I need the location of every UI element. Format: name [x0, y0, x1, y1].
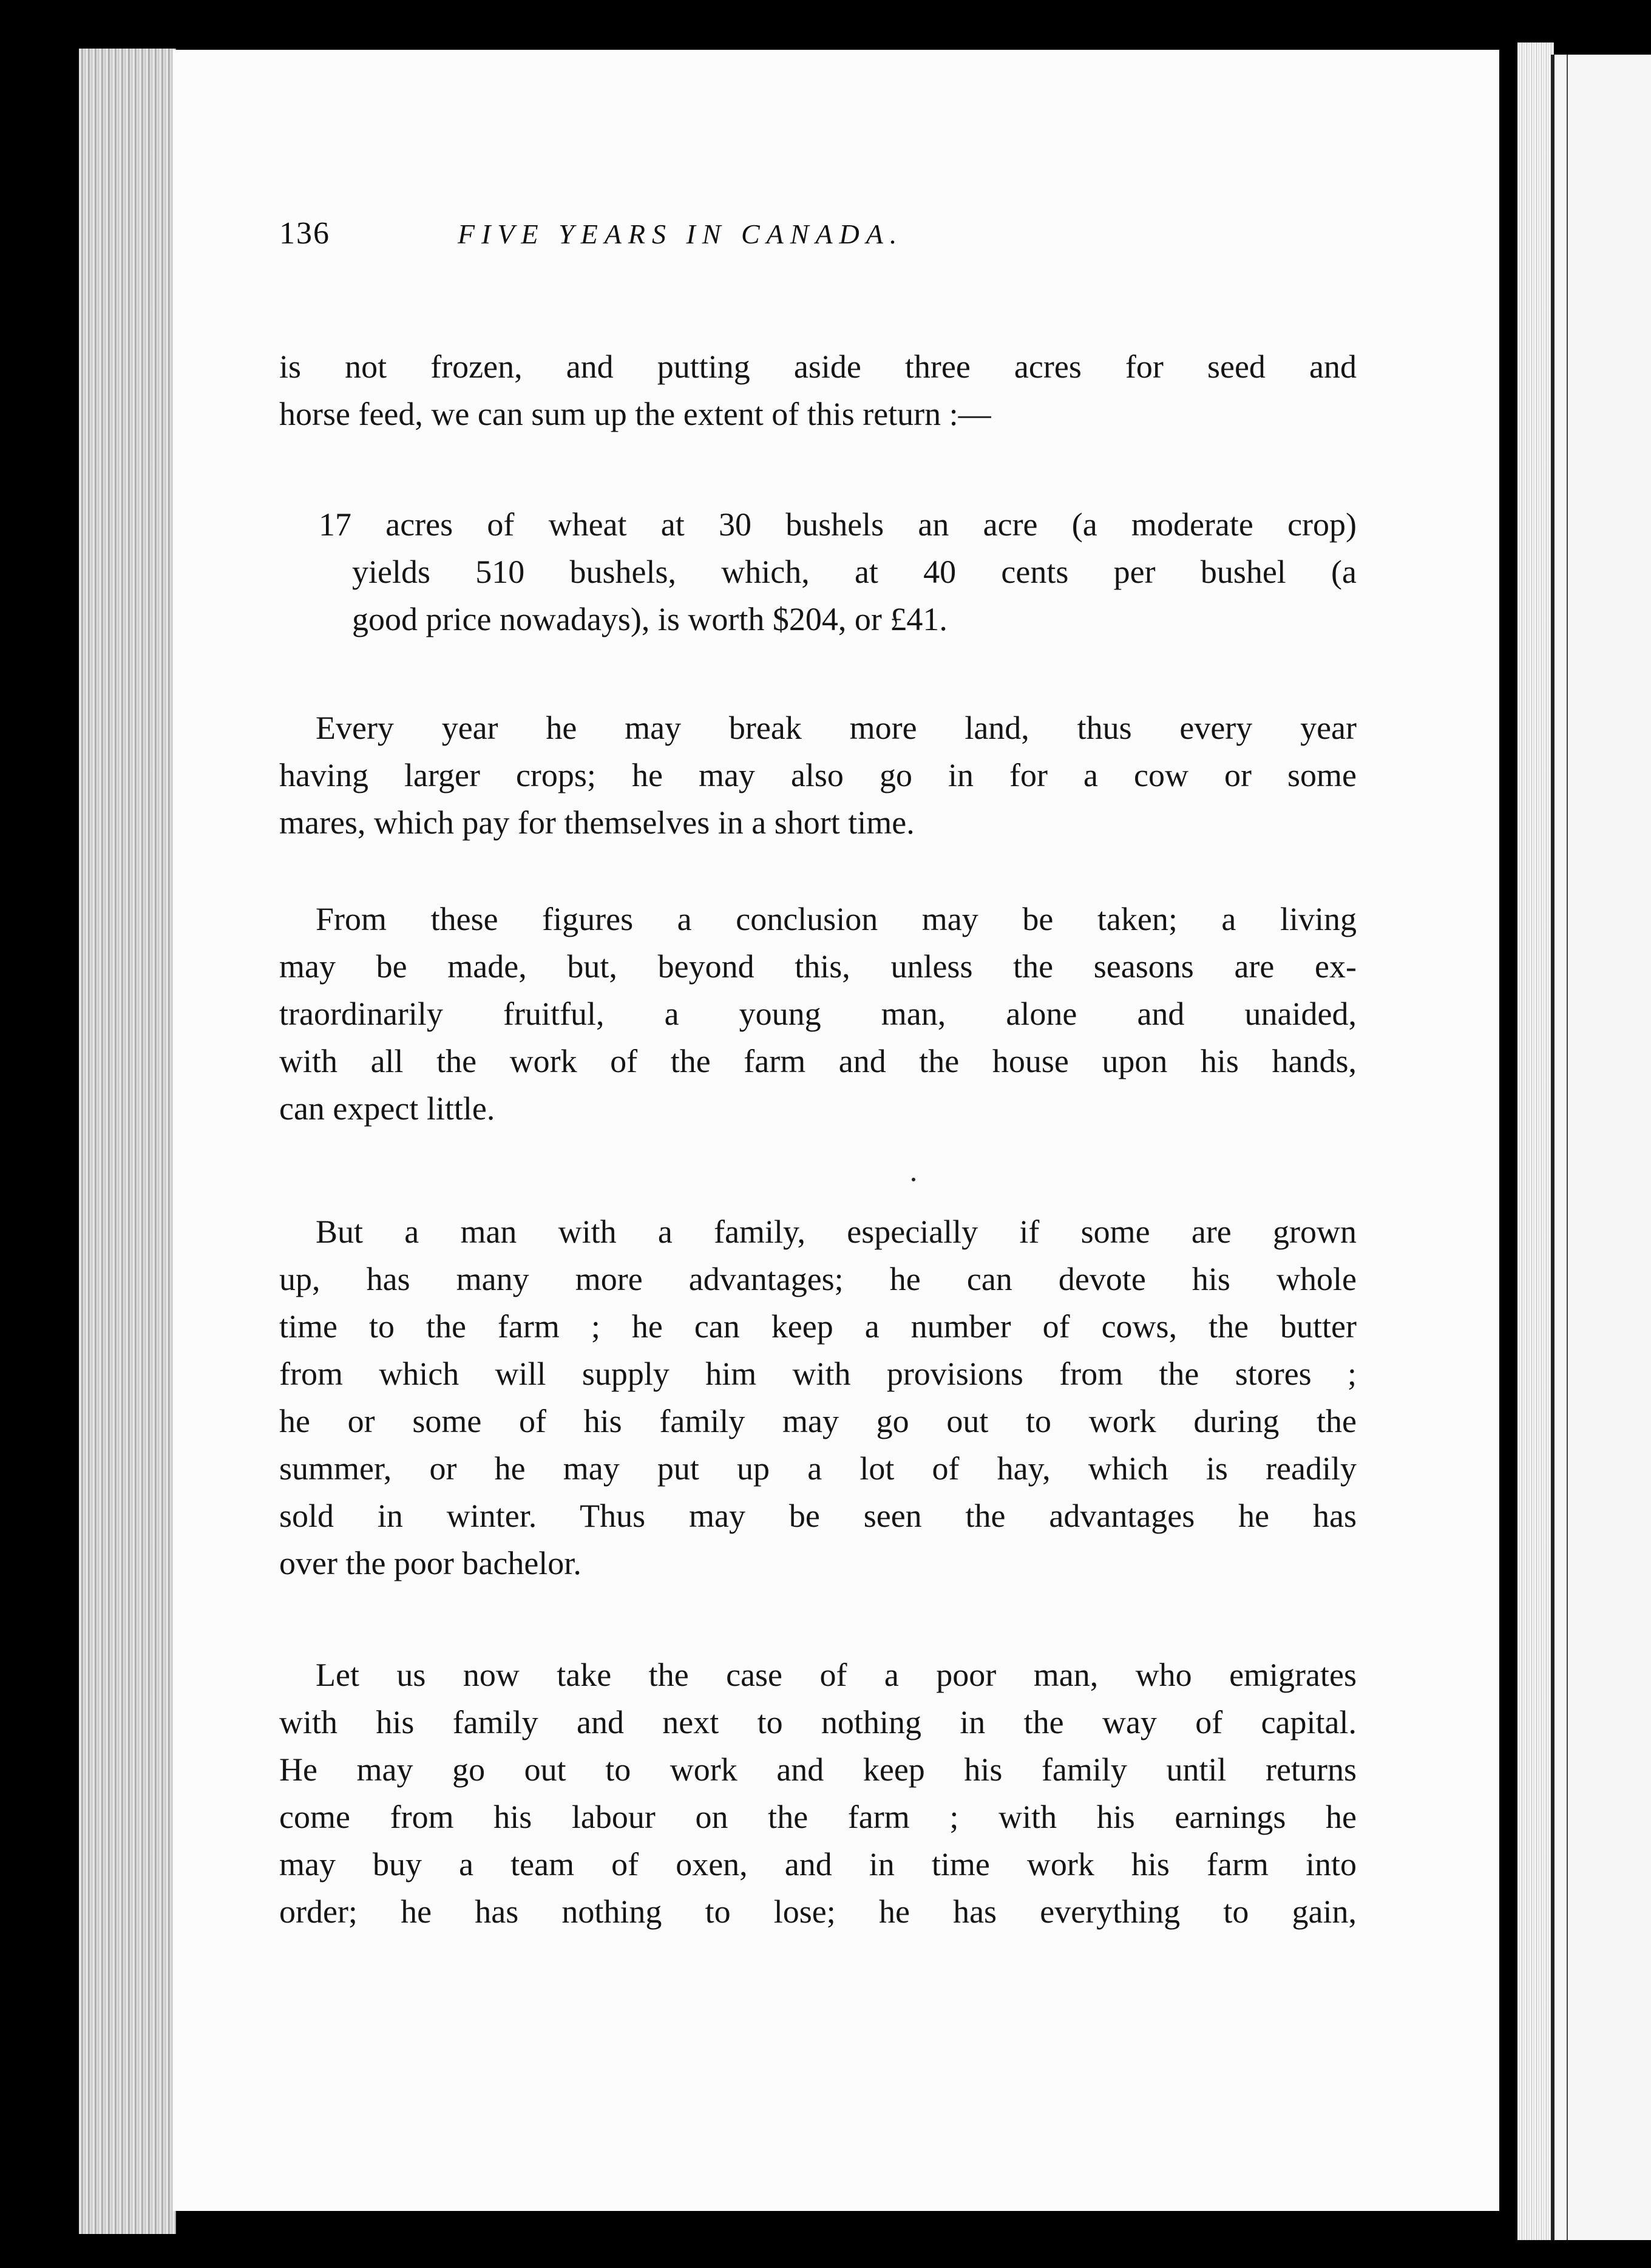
text-line: traordinarily fruitful, a young man, alone and unaided,	[279, 996, 1357, 1032]
running-title: FIVE YEARS IN CANADA.	[458, 219, 904, 250]
paragraph-2	[279, 704, 1357, 846]
text-line: can expect little.	[279, 1090, 495, 1127]
text-line: having larger crops; he may also go in for a cow or some	[279, 757, 1357, 793]
text-line: mares, which pay for themselves in a short time.	[279, 804, 915, 841]
text-line: may be made, but, beyond this, unless the seasons are ex-	[279, 948, 1357, 985]
adjacent-page	[1551, 55, 1651, 2240]
page-header	[279, 216, 1190, 270]
paragraph-1	[279, 343, 1357, 438]
paragraph-3	[279, 895, 1357, 1132]
text-line: over the poor bachelor.	[279, 1545, 581, 1581]
paragraph-5	[279, 1651, 1357, 1935]
text-line: with all the work of the farm and the house upon his hands,	[279, 1043, 1357, 1079]
paragraph-4	[279, 1208, 1357, 1587]
text-line: 17 acres of wheat at 30 bushels an acre (a moderate crop)	[319, 506, 1357, 543]
text-line: time to the farm ; he can keep a number of cows, the butter	[279, 1308, 1357, 1345]
text-line: order; he has nothing to lose; he has everything to gain,	[279, 1893, 1357, 1930]
wheat-calculation	[319, 501, 1357, 643]
text-line: yields 510 bushels, which, at 40 cents per bushel (a	[352, 554, 1357, 590]
text-line: up, has many more advantages; he can devote his whole	[279, 1261, 1357, 1297]
text-line: summer, or he may put up a lot of hay, which is readily	[279, 1450, 1357, 1487]
text-line: He may go out to work and keep his family until returns	[279, 1751, 1357, 1788]
text-line: But a man with a family, especially if some are grown	[316, 1214, 1357, 1250]
text-line: from which will supply him with provisions from the stores ;	[279, 1356, 1357, 1392]
text-line: From these figures a conclusion may be taken; a living	[316, 901, 1357, 937]
text-line: is not frozen, and putting aside three acres for seed and	[279, 348, 1357, 385]
text-line: good price nowadays), is worth $204, or £41.	[352, 601, 948, 637]
ink-speck	[912, 1178, 915, 1181]
text-line: Every year he may break more land, thus every year	[316, 710, 1357, 746]
text-line: come from his labour on the farm ; with his earnings he	[279, 1799, 1357, 1835]
text-line: he or some of his family may go out to work during the	[279, 1403, 1357, 1439]
text-line: sold in winter. Thus may be seen the advantages he has	[279, 1498, 1357, 1534]
text-line: may buy a team of oxen, and in time work his farm into	[279, 1846, 1357, 1883]
text-line: Let us now take the case of a poor man, who emigrates	[316, 1657, 1357, 1693]
book-spine-edge	[79, 49, 176, 2234]
page-stack-edge	[1517, 42, 1554, 2240]
page-number: 136	[279, 216, 330, 251]
text-line: horse feed, we can sum up the extent of this return :—	[279, 396, 991, 432]
text-line: with his family and next to nothing in the way of capital.	[279, 1704, 1357, 1740]
